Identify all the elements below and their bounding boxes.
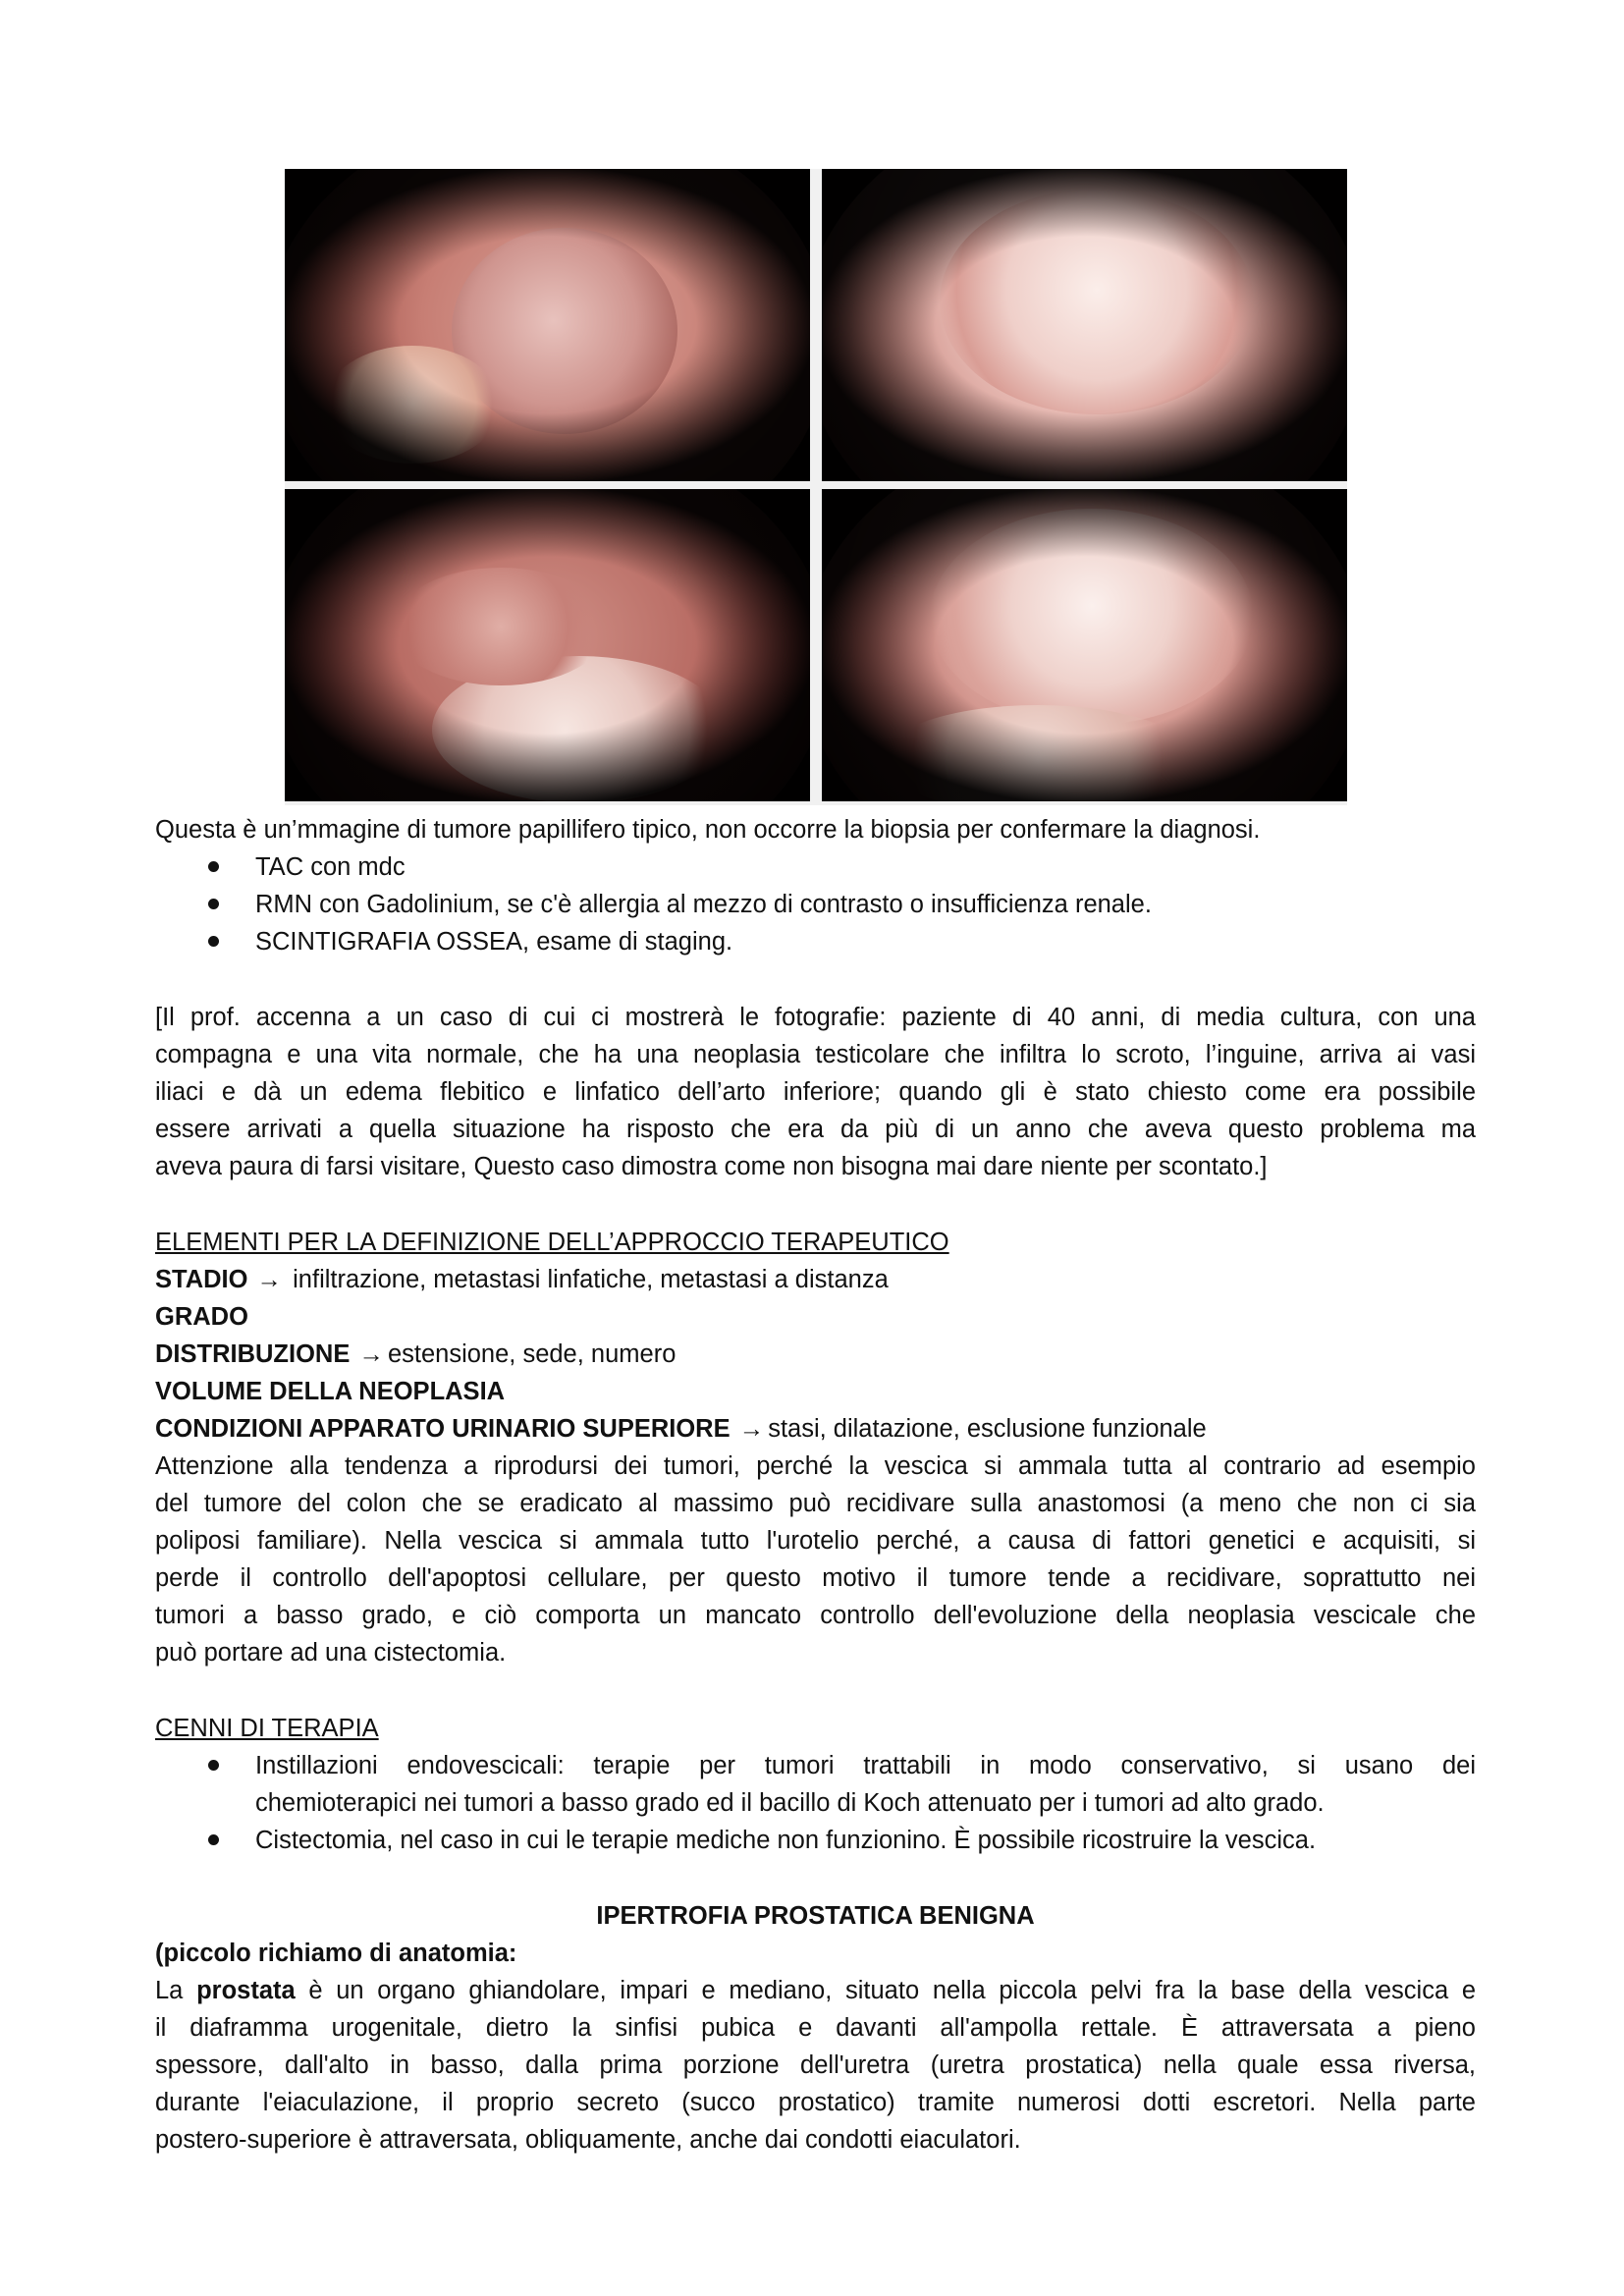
- bullet-icon: [208, 1834, 219, 1845]
- bullet-icon: [208, 1760, 219, 1771]
- cystoscopy-image-2: [822, 169, 1347, 481]
- bph-section: [155, 1935, 1476, 2159]
- arrow-right-icon: →: [256, 1266, 283, 1293]
- list-item: TAC con mdc: [204, 848, 1476, 886]
- therapeutic-elements-section: [155, 1224, 1476, 1448]
- list-item: Instillazioni endovescicali: terapie per tumori trattabili in modo conservativo, si usano dei chemioterapici nei tumori a basso grado ed il bacillo di Koch attenuato per i tumori ad alto grado.: [204, 1747, 1476, 1822]
- exam-list: [204, 848, 1476, 960]
- therapy-list: [204, 1747, 1476, 1859]
- cystoscopy-figure: [285, 169, 1347, 805]
- cystoscopy-image-3: [285, 489, 810, 801]
- section-title: IPERTROFIA PROSTATICA BENIGNA: [596, 1902, 1035, 1930]
- list-item: RMN con Gadolinium, se c'è allergia al mezzo di contrasto o insufficienza renale.: [204, 886, 1476, 923]
- attention-paragraph: Attenzione alla tendenza a riprodursi dei tumori, perché la vescica si ammala tutta al contrario ad esempio del tumore del colon che se eradicato al massimo può recidivare sulla anastomosi (a meno che non ci sia poliposi familiare). Nella vescica si ammala tutto l'urotelio perché, a causa di fattori genetici e acquisiti, si perde il controllo dell'apoptosi cellulare, per questo motivo il tumore tende a recidivare, soprattutto nei tumori a basso grado, e ciò comporta un mancato controllo dell'evoluzione della neoplasia vescicale che può portare ad una cistectomia.: [155, 1452, 1476, 1667]
- prof-note-paragraph: [Il prof. accenna a un caso di cui ci mostrerà le fotografie: paziente di 40 anni, di media cultura, con una compagna e una vita normale, che ha una neoplasia testicolare che infiltra lo scroto, l’inguine, arriva ai vasi iliaci e dà un edema flebitico e linfatico dell’arto inferiore; quando gli è stato chiesto come era possibile essere arrivati a quella situazione ha risposto che era da più di un anno che aveva questo problema ma aveva paura di farsi visitare, Questo caso dimostra come non bisogna mai dare niente per scontato.]: [155, 1004, 1476, 1180]
- volume-line: VOLUME DELLA NEOPLASIA: [155, 1378, 506, 1405]
- bullet-icon: [208, 899, 219, 909]
- distribuzione-line: DISTRIBUZIONE → estensione, sede, numero: [155, 1340, 677, 1368]
- cystoscopy-image-1: [285, 169, 810, 481]
- arrow-right-icon: →: [358, 1340, 384, 1368]
- list-item: Cistectomia, nel caso in cui le terapie mediche non funzionino. È possibile ricostruire la vescica.: [204, 1822, 1476, 1859]
- stadio-line: STADIO → infiltrazione, metastasi linfatiche, metastasi a distanza: [155, 1266, 889, 1293]
- therapy-heading: CENNI DI TERAPIA: [155, 1715, 379, 1742]
- bullet-icon: [208, 861, 219, 872]
- section-heading: ELEMENTI PER LA DEFINIZIONE DELL’APPROCCIO TERAPEUTICO: [155, 1229, 949, 1256]
- grado-line: GRADO: [155, 1303, 248, 1331]
- prostate-paragraph: La prostata è un organo ghiandolare, impari e mediano, situato nella piccola pelvi fra la base della vescica e il diaframma urogenitale, dietro la sinfisi pubica e davanti all'ampolla rettale. È attraversata a pieno spessore, dall'alto in basso, dalla prima porzione dell'uretra (uretra prostatica) nella quale essa riversa, durante l'eiaculazione, il proprio secreto (succo prostatico) tramite numerosi dotti escretori. Nella parte postero-superiore è attraversata, obliquamente, anche dai condotti eiaculatori.: [155, 1977, 1477, 2154]
- cystoscopy-image-4: [822, 489, 1347, 801]
- section-subtitle: (piccolo richiamo di anatomia:: [155, 1940, 517, 1967]
- arrow-right-icon: →: [738, 1415, 765, 1443]
- figure-caption: Questa è un’mmagine di tumore papillifero tipico, non occorre la biopsia per confermare la diagnosi.: [155, 816, 1261, 844]
- bullet-icon: [208, 936, 219, 947]
- condizioni-line: CONDIZIONI APPARATO URINARIO SUPERIORE → stasi, dilatazione, esclusione funzionale: [155, 1415, 1207, 1443]
- list-item: SCINTIGRAFIA OSSEA, esame di staging.: [204, 923, 1476, 960]
